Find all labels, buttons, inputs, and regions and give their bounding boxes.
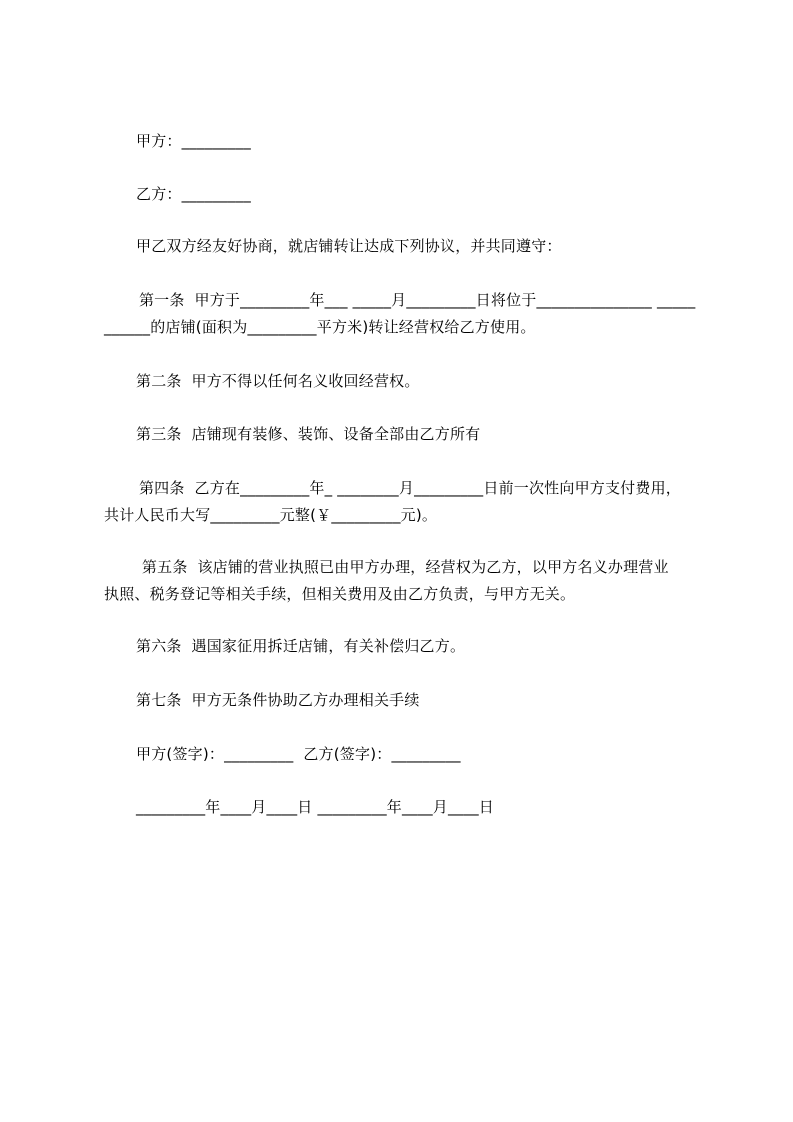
article-1-line-1: 第一条 甲方于_________年___ _____月_________日将位于_______________ _____ xyxy=(134,291,696,309)
article-5-line-2: 执照、税务登记等相关手续，但相关费用及由乙方负责，与甲方无关。 xyxy=(104,585,576,603)
signature-line: 甲方(签字)：_________ 乙方(签字)：_________ xyxy=(136,745,461,763)
intro-paragraph: 甲乙双方经友好协商，就店铺转让达成下列协议，并共同遵守： xyxy=(136,237,562,255)
article-6: 第六条 遇国家征用拆迁店铺，有关补偿归乙方。 xyxy=(136,637,466,655)
article-7: 第七条 甲方无条件协助乙方办理相关手续 xyxy=(136,691,420,709)
article-3: 第三条 店铺现有装修、装饰、设备全部由乙方所有 xyxy=(136,425,481,443)
article-5-line-1: 第五条 该店铺的营业执照已由甲方办理，经营权为乙方，以甲方名义办理营业 xyxy=(132,558,669,576)
party-a-line: 甲方：_________ xyxy=(136,132,251,150)
article-1-line-2: ______的店铺(面积为_________平方米)转让经营权给乙方使用。 xyxy=(104,318,536,336)
date-line: _________年____月____日 _________年____月____日 xyxy=(136,798,494,816)
article-2: 第二条 甲方不得以任何名义收回经营权。 xyxy=(136,372,420,390)
article-4-line-2: 共计人民币大写_________元整(￥_________元)。 xyxy=(104,506,438,524)
article-4-line-1: 第四条 乙方在_________年_ ________月_________日前一次性向甲方支付费用， xyxy=(134,479,681,497)
party-b-line: 乙方：_________ xyxy=(136,185,251,203)
